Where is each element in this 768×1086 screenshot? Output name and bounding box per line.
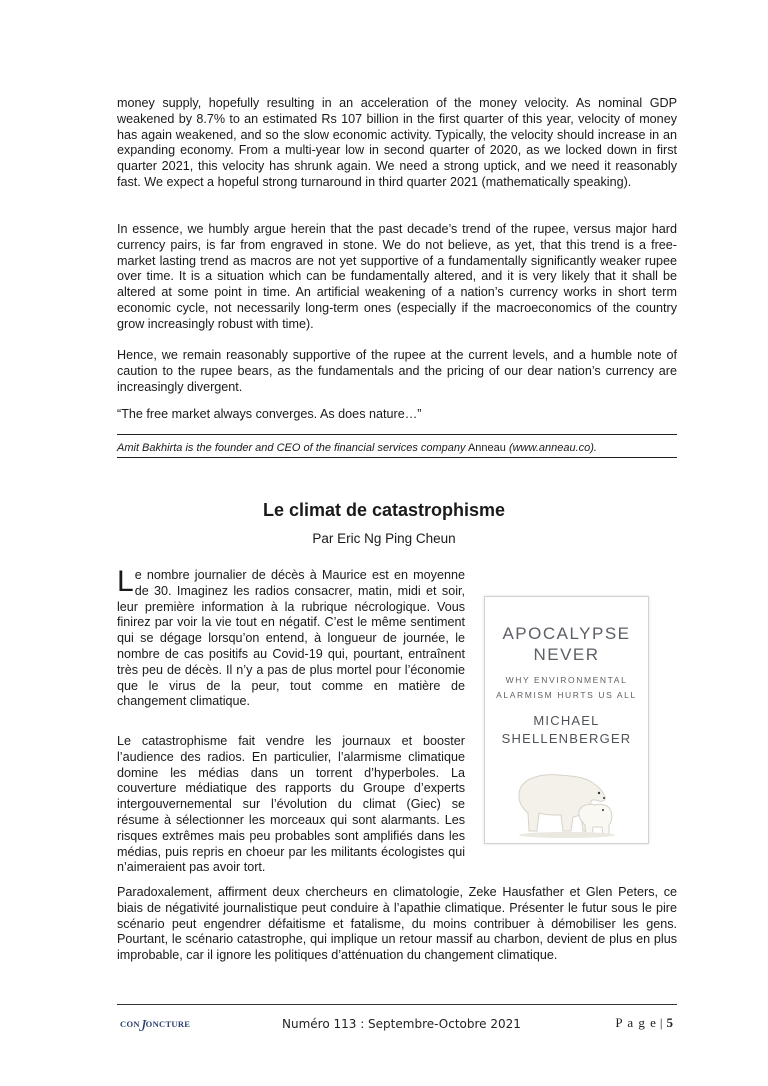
page-number-value: 5 [666, 1015, 673, 1030]
page-label: P a g e [615, 1015, 657, 1030]
footer-rule [117, 1004, 677, 1005]
drop-cap: L [117, 565, 134, 598]
book-author-line-2: SHELLENBERGER [501, 731, 632, 746]
book-title [485, 623, 648, 665]
issue-info: Numéro 113 : Septembre-Octobre 2021 [282, 1017, 521, 1031]
book-author [485, 712, 648, 748]
logo-j: J [138, 1016, 147, 1035]
article1-paragraph-2: In essence, we humbly argue herein that the past decade’s trend of the rupee, versus major hard currency pairs, is far from engraved in stone. We do not believe, as yet, that this trend is a free-market lasting trend as macros are not yet supportive of a fundamentally significantly weaker rupee over time. It is a situation which can be fundamentally altered, and it is very likely that it shall be altered at some point in time. An artificial weakening of a nation’s currency works in short term economic cycle, not necessarily long-term ones (especially if the macroeconomics of the country grow increasingly robust with time). [117, 222, 677, 331]
bio-top-rule [117, 434, 677, 435]
page-number [615, 1015, 673, 1031]
closing-quote: “The free market always converges. As does nature…” [117, 407, 422, 421]
article2-title: Le climat de catastrophisme [262, 500, 506, 520]
author-bio-text: Amit Bakhirta is the founder and CEO of the financial services company [117, 442, 466, 454]
article2-paragraph-2: Le catastrophisme fait vendre les journaux et booster l’audience des radios. En particulier, l’alarmisme climatique domine les médias dans un torrent d’hyperboles. La couverture médiatique des rapports du Groupe d’experts intergouvernemental sur l’évolution du climat (Giec) se résume à sélectionner les morceaux qui sont alarmants. Les risques extrêmes mais peu probables sont amplifiés dans les médias, puis repris en choeur par les militants écologistes qui n’aimeraient pas avoir tort. [117, 734, 465, 875]
page-separator: | [659, 1015, 664, 1030]
article2-paragraph-1-text: e nombre journalier de décès à Maurice est en moyenne de 30. Imaginez les radios consacrer, matin, midi et soir, leur première information à la rubrique nécrologique. Vous finirez par voir la vie tout en négatif. C’est le même sentiment qui se dégage lorsqu’on entend, à longueur de journée, le nombre de cas positifs au Covid-19 qui, pourtant, entraînent très peu de décès. Il n’y a pas de plus mortel pour l’économie que le virus de la peur, tout comme en matière de changement climatique. [117, 568, 465, 709]
conjoncture-logo [120, 1016, 190, 1036]
article2-byline: Par Eric Ng Ping Cheun [312, 531, 456, 546]
logo-text-start: CON [120, 1019, 140, 1029]
book-title-line-1: APOCALYPSE [502, 624, 631, 643]
book-cover-image [484, 596, 649, 844]
bio-bottom-rule [117, 457, 677, 458]
book-subtitle-line-2: ALARMISM HURTS US ALL [496, 690, 637, 700]
book-title-line-2: NEVER [533, 645, 600, 664]
book-subtitle-line-1: WHY ENVIRONMENTAL [505, 675, 628, 685]
article1-paragraph-3: Hence, we remain reasonably supportive of the rupee at the current levels, and a humble note of caution to the rupee bears, as the fundamentals and the pricing of our dear nation’s currency are increasingly divergent. [117, 348, 677, 394]
author-bio [117, 442, 677, 454]
author-bio-url[interactable]: (www.anneau.co). [505, 442, 597, 454]
article1-paragraph-1: money supply, hopefully resulting in an acceleration of the money velocity. As nominal GDP weakened by 8.7% to an estimated Rs 107 billion in the first quarter of this year, velocity of money has again weakened, and so the slow economic activity. Typically, the velocity should increase in an expanding economy. From a multi-year low in second quarter of 2020, as we locked down in first quarter 2021, this velocity has shrunk again. We need a strong uptick, and we need it reasonably fast. We expect a hopeful strong turnaround in third quarter 2021 (mathematically speaking). [117, 96, 677, 189]
article2-paragraph-1 [117, 565, 465, 710]
book-author-line-1: MICHAEL [533, 713, 600, 728]
logo-text-end: ONCTURE [145, 1019, 191, 1029]
article2-paragraph-3: Paradoxalement, affirment deux chercheurs en climatologie, Zeke Hausfather et Glen Peters, ce biais de négativité journalistique peut conduire à l’apathie climatique. Présenter le futur sous le pire scénario peut engendrer défaitisme et fatalisme, du moins contribuer à démobiliser les gens. Pourtant, le scénario catastrophe, qui implique un retour massif au charbon, devient de plus en plus improbable, car il ignore les politiques d’atténuation du changement climatique. [117, 885, 677, 963]
polar-bears-illustration [513, 753, 621, 839]
book-subtitle [485, 673, 648, 703]
author-bio-company: Anneau [465, 442, 506, 454]
